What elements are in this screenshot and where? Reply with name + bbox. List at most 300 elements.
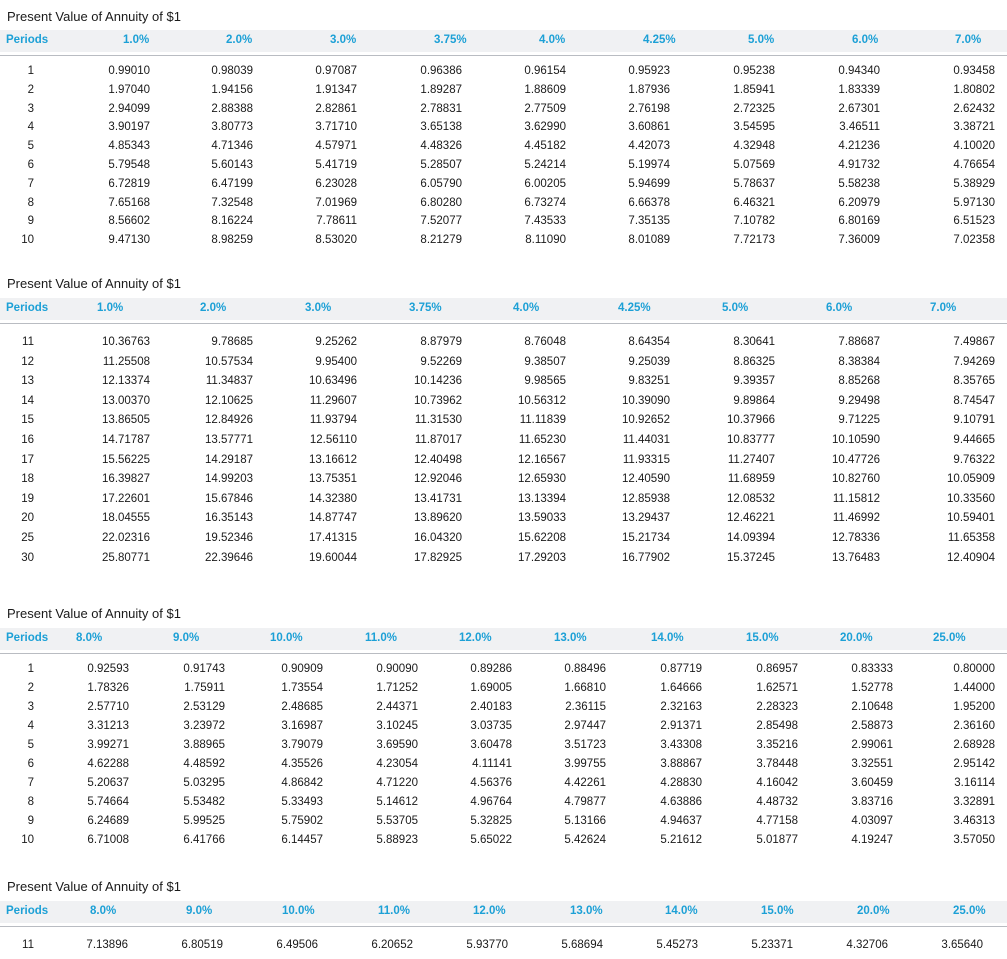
period-cell: 16: [21, 434, 34, 446]
section-title: Present Value of Annuity of $1: [7, 9, 181, 24]
table-row: [0, 451, 1007, 469]
value-cell: 2.99061: [851, 739, 893, 751]
value-cell: 8.85268: [838, 375, 880, 388]
rate-header: 15.0%: [761, 905, 794, 917]
table-row: [0, 717, 1007, 735]
value-cell: 2.58873: [851, 720, 893, 732]
value-cell: 17.41315: [309, 532, 357, 544]
value-cell: 1.78326: [87, 682, 129, 694]
value-cell: 17.82925: [414, 551, 462, 564]
period-cell: 3: [27, 102, 34, 115]
value-cell: 11.87017: [414, 434, 462, 446]
rate-header: 14.0%: [665, 905, 698, 917]
value-cell: 4.48732: [756, 796, 798, 808]
value-cell: 9.25262: [315, 336, 357, 348]
value-cell: 7.72173: [733, 234, 775, 247]
rate-header: 2.0%: [226, 34, 253, 46]
rate-header: 6.0%: [852, 34, 879, 46]
value-cell: 7.94269: [953, 355, 995, 368]
value-cell: 11.31530: [414, 414, 462, 427]
value-cell: 6.47199: [211, 177, 253, 190]
value-cell: 5.07569: [733, 159, 775, 171]
value-cell: 1.95200: [953, 701, 995, 713]
value-cell: 4.94637: [660, 815, 702, 827]
value-cell: 6.73274: [524, 196, 566, 209]
value-cell: 10.83777: [727, 434, 775, 446]
value-cell: 9.44665: [953, 434, 995, 446]
value-cell: 4.42073: [628, 140, 670, 153]
value-cell: 12.40590: [622, 473, 670, 486]
value-cell: 0.93458: [953, 65, 995, 77]
value-cell: 5.32825: [470, 815, 512, 827]
table-row: [0, 470, 1007, 488]
value-cell: 4.16042: [756, 777, 798, 789]
column-header-bar: [0, 628, 1007, 650]
value-cell: 6.24689: [87, 815, 129, 827]
value-cell: 5.28507: [420, 159, 462, 171]
value-cell: 2.97447: [564, 720, 606, 732]
value-cell: 4.28830: [660, 777, 702, 789]
value-cell: 3.69590: [376, 739, 418, 751]
value-cell: 8.86325: [733, 355, 775, 368]
value-cell: 9.83251: [628, 375, 670, 388]
value-cell: 3.32891: [953, 796, 995, 808]
value-cell: 6.80519: [181, 939, 223, 951]
value-cell: 5.24214: [524, 159, 566, 171]
period-cell: 10: [21, 234, 34, 247]
value-cell: 9.71225: [838, 414, 880, 427]
value-cell: 5.88923: [376, 834, 418, 846]
value-cell: 22.39646: [205, 551, 253, 564]
table-row: [0, 156, 1007, 174]
rate-header: 11.0%: [365, 632, 397, 644]
period-cell: 1: [27, 663, 34, 675]
rate-header: 20.0%: [857, 905, 890, 917]
rate-header: 12.0%: [459, 632, 492, 644]
period-cell: 10: [21, 834, 34, 846]
value-cell: 0.91743: [183, 663, 225, 675]
value-cell: 1.69005: [470, 682, 512, 694]
value-cell: 5.78637: [733, 177, 775, 190]
value-cell: 13.41731: [414, 492, 462, 505]
value-cell: 4.63886: [660, 796, 702, 808]
value-cell: 6.51523: [953, 215, 995, 228]
value-cell: 5.38929: [953, 177, 995, 190]
value-cell: 4.32706: [846, 939, 888, 951]
value-cell: 9.25039: [628, 355, 670, 368]
value-cell: 15.62208: [518, 532, 566, 544]
value-cell: 5.68694: [561, 939, 603, 951]
value-cell: 9.78685: [211, 336, 253, 348]
value-cell: 3.43308: [660, 739, 702, 751]
rate-header: 8.0%: [90, 905, 117, 917]
periods-header: Periods: [6, 302, 49, 314]
table-row: [0, 936, 1007, 954]
value-cell: 4.10020: [953, 140, 995, 153]
value-cell: 3.79079: [281, 739, 323, 751]
rate-header: 9.0%: [173, 632, 200, 644]
value-cell: 10.10590: [832, 434, 880, 446]
value-cell: 0.96154: [524, 65, 566, 77]
value-cell: 4.45182: [524, 140, 566, 153]
rate-header: 25.0%: [933, 632, 966, 644]
period-cell: 20: [21, 512, 34, 525]
value-cell: 2.28323: [756, 701, 798, 713]
periods-header: Periods: [6, 34, 49, 46]
value-cell: 7.43533: [524, 215, 566, 228]
value-cell: 2.78831: [420, 102, 462, 115]
value-cell: 13.89620: [414, 512, 462, 525]
value-cell: 10.73962: [414, 394, 462, 407]
value-cell: 16.04320: [414, 532, 462, 544]
rate-header: 2.0%: [200, 302, 227, 314]
value-cell: 13.00370: [102, 394, 150, 407]
value-cell: 0.80000: [953, 663, 995, 675]
table-row: [0, 660, 1007, 678]
value-cell: 3.46313: [953, 815, 995, 827]
value-cell: 3.65640: [941, 939, 983, 951]
value-cell: 13.13394: [518, 492, 566, 505]
value-cell: 8.56602: [108, 215, 150, 228]
value-cell: 11.11839: [519, 414, 566, 427]
period-cell: 11: [22, 336, 34, 348]
value-cell: 1.97040: [108, 83, 150, 96]
value-cell: 6.23028: [315, 177, 357, 190]
value-cell: 5.53705: [376, 815, 418, 827]
period-cell: 11: [22, 939, 34, 951]
period-cell: 2: [27, 83, 34, 96]
period-cell: 14: [21, 394, 34, 407]
value-cell: 5.79548: [108, 159, 150, 171]
value-cell: 8.53020: [315, 234, 357, 247]
value-cell: 16.35143: [205, 512, 253, 525]
value-cell: 5.53482: [183, 796, 225, 808]
value-cell: 9.10791: [953, 414, 995, 427]
value-cell: 3.88965: [183, 739, 225, 751]
value-cell: 2.67301: [838, 102, 880, 115]
value-cell: 0.99010: [108, 65, 150, 77]
rate-header: 25.0%: [953, 905, 986, 917]
value-cell: 4.48326: [420, 140, 462, 153]
table-row: [0, 698, 1007, 716]
column-header-bar: [0, 901, 1007, 923]
period-cell: 5: [27, 739, 34, 751]
value-cell: 3.23972: [183, 720, 225, 732]
value-cell: 1.91347: [315, 83, 357, 96]
value-cell: 5.41719: [315, 159, 357, 171]
value-cell: 6.80169: [838, 215, 880, 228]
value-cell: 7.10782: [733, 215, 775, 228]
period-cell: 13: [21, 375, 34, 388]
value-cell: 14.99203: [205, 473, 253, 486]
rate-header: 8.0%: [76, 632, 103, 644]
value-cell: 8.21279: [420, 234, 462, 247]
value-cell: 10.47726: [832, 453, 880, 466]
rate-header: 11.0%: [378, 905, 410, 917]
value-cell: 7.13896: [86, 939, 128, 951]
value-cell: 14.87747: [309, 512, 357, 525]
value-cell: 4.96764: [470, 796, 512, 808]
table-row: [0, 509, 1007, 527]
value-cell: 4.71346: [211, 140, 253, 153]
value-cell: 3.83716: [851, 796, 893, 808]
value-cell: 6.20652: [371, 939, 413, 951]
value-cell: 12.40498: [414, 453, 462, 466]
value-cell: 8.35765: [953, 375, 995, 388]
value-cell: 3.99755: [564, 758, 606, 770]
header-divider: [0, 926, 1007, 927]
value-cell: 12.65930: [518, 473, 566, 486]
value-cell: 9.89864: [733, 394, 775, 407]
table-row: [0, 549, 1007, 567]
value-cell: 2.94099: [108, 102, 150, 115]
value-cell: 8.11090: [525, 234, 566, 247]
value-cell: 5.97130: [953, 196, 995, 209]
value-cell: 6.41766: [183, 834, 225, 846]
value-cell: 3.90197: [108, 121, 150, 134]
rate-header: 5.0%: [722, 302, 749, 314]
value-cell: 0.95923: [628, 65, 670, 77]
value-cell: 2.36160: [953, 720, 995, 732]
value-cell: 8.74547: [953, 394, 995, 407]
value-cell: 0.95238: [733, 65, 775, 77]
value-cell: 0.86957: [756, 663, 798, 675]
period-cell: 6: [27, 159, 34, 171]
period-cell: 9: [27, 815, 34, 827]
value-cell: 4.48592: [183, 758, 225, 770]
value-cell: 9.95400: [315, 355, 357, 368]
period-cell: 12: [21, 355, 34, 368]
value-cell: 15.37245: [727, 551, 775, 564]
value-cell: 9.52269: [420, 355, 462, 368]
value-cell: 4.57971: [315, 140, 357, 153]
value-cell: 0.83333: [851, 663, 893, 675]
value-cell: 3.80773: [211, 121, 253, 134]
value-cell: 10.57534: [205, 355, 253, 368]
value-cell: 5.75902: [281, 815, 323, 827]
value-cell: 19.52346: [205, 532, 253, 544]
value-cell: 1.83339: [838, 83, 880, 96]
value-cell: 2.32163: [660, 701, 702, 713]
value-cell: 13.29437: [622, 512, 670, 525]
value-cell: 5.13166: [564, 815, 606, 827]
value-cell: 10.33560: [947, 492, 995, 505]
header-divider: [0, 653, 1007, 654]
rate-header: 4.0%: [539, 34, 566, 46]
value-cell: 3.65138: [420, 121, 462, 134]
value-cell: 0.94340: [838, 65, 880, 77]
rate-header: 9.0%: [186, 905, 213, 917]
period-cell: 25: [21, 532, 34, 544]
header-divider: [0, 323, 1007, 324]
value-cell: 4.23054: [376, 758, 418, 770]
value-cell: 0.90909: [281, 663, 323, 675]
value-cell: 5.58238: [838, 177, 880, 190]
rate-header: 13.0%: [554, 632, 587, 644]
value-cell: 14.29187: [205, 453, 253, 466]
value-cell: 10.14236: [414, 375, 462, 388]
value-cell: 1.52778: [851, 682, 893, 694]
value-cell: 2.40183: [470, 701, 512, 713]
rate-header: 1.0%: [97, 302, 124, 314]
value-cell: 11.68959: [727, 473, 775, 486]
value-cell: 2.95142: [953, 758, 995, 770]
value-cell: 15.21734: [622, 532, 670, 544]
value-cell: 2.10648: [851, 701, 893, 713]
table-row: [0, 529, 1007, 547]
value-cell: 3.60478: [470, 739, 512, 751]
value-cell: 4.76654: [953, 159, 995, 171]
value-cell: 12.92046: [414, 473, 462, 486]
table-row: [0, 392, 1007, 410]
value-cell: 4.11141: [472, 758, 512, 770]
value-cell: 11.15812: [832, 492, 880, 505]
period-cell: 6: [27, 758, 34, 770]
period-cell: 4: [27, 121, 34, 134]
value-cell: 11.46992: [832, 512, 880, 525]
value-cell: 12.84926: [205, 414, 253, 427]
value-cell: 10.63496: [309, 375, 357, 388]
value-cell: 19.60044: [309, 551, 357, 564]
period-cell: 5: [27, 140, 34, 153]
value-cell: 0.87719: [660, 663, 702, 675]
table-row: [0, 490, 1007, 508]
rate-header: 10.0%: [282, 905, 315, 917]
periods-header: Periods: [6, 905, 49, 917]
value-cell: 12.56110: [309, 434, 357, 446]
rate-header: 20.0%: [840, 632, 873, 644]
period-cell: 18: [21, 473, 34, 486]
value-cell: 13.57771: [205, 434, 253, 446]
value-cell: 8.98259: [211, 234, 253, 247]
value-cell: 8.64354: [628, 336, 670, 348]
table-row: [0, 736, 1007, 754]
value-cell: 7.65168: [108, 196, 150, 209]
value-cell: 13.86505: [102, 414, 150, 427]
value-cell: 2.72325: [733, 102, 775, 115]
value-cell: 3.60861: [628, 121, 670, 134]
value-cell: 8.76048: [524, 336, 566, 348]
value-cell: 12.13374: [102, 375, 150, 388]
value-cell: 6.05790: [420, 177, 462, 190]
value-cell: 6.14457: [281, 834, 323, 846]
value-cell: 6.46321: [733, 196, 775, 209]
table-row: [0, 353, 1007, 371]
value-cell: 8.30641: [733, 336, 775, 348]
rate-header: 7.0%: [930, 302, 957, 314]
periods-header: Periods: [6, 632, 49, 644]
value-cell: 10.05909: [947, 473, 995, 486]
table-row: [0, 100, 1007, 118]
header-divider: [0, 55, 1007, 56]
value-cell: 14.09394: [727, 532, 775, 544]
table-row: [0, 372, 1007, 390]
rate-header: 10.0%: [270, 632, 303, 644]
value-cell: 13.75351: [309, 473, 357, 486]
value-cell: 0.90090: [376, 663, 418, 675]
value-cell: 14.71787: [102, 434, 150, 446]
value-cell: 0.92593: [87, 663, 129, 675]
table-row: [0, 231, 1007, 249]
value-cell: 5.23371: [751, 939, 793, 951]
value-cell: 0.97087: [315, 65, 357, 77]
value-cell: 13.76483: [832, 551, 880, 564]
value-cell: 7.36009: [838, 234, 880, 247]
value-cell: 4.71220: [376, 777, 418, 789]
period-cell: 17: [21, 453, 34, 466]
value-cell: 3.03735: [470, 720, 512, 732]
value-cell: 10.92652: [622, 414, 670, 427]
value-cell: 1.88609: [524, 83, 566, 96]
value-cell: 11.27407: [727, 453, 775, 466]
value-cell: 14.32380: [309, 492, 357, 505]
period-cell: 2: [27, 682, 34, 694]
value-cell: 4.35526: [281, 758, 323, 770]
table-row: [0, 831, 1007, 849]
value-cell: 12.78336: [832, 532, 880, 544]
value-cell: 9.47130: [108, 234, 150, 247]
value-cell: 4.42261: [564, 777, 606, 789]
value-cell: 12.16567: [518, 453, 566, 466]
value-cell: 4.19247: [851, 834, 893, 846]
value-cell: 5.01877: [756, 834, 798, 846]
table-row: [0, 137, 1007, 155]
value-cell: 3.31213: [87, 720, 129, 732]
value-cell: 1.62571: [756, 682, 798, 694]
value-cell: 10.56312: [518, 394, 566, 407]
value-cell: 2.85498: [756, 720, 798, 732]
value-cell: 2.62432: [953, 102, 995, 115]
value-cell: 6.80280: [420, 196, 462, 209]
table-row: [0, 411, 1007, 429]
value-cell: 2.76198: [628, 102, 670, 115]
rate-header: 4.25%: [618, 302, 651, 314]
value-cell: 12.10625: [205, 394, 253, 407]
rate-header: 6.0%: [826, 302, 853, 314]
value-cell: 3.46511: [839, 121, 880, 134]
value-cell: 4.85343: [108, 140, 150, 153]
value-cell: 5.21612: [660, 834, 702, 846]
value-cell: 11.29607: [309, 394, 357, 407]
rate-header: 5.0%: [748, 34, 775, 46]
value-cell: 3.16987: [281, 720, 323, 732]
value-cell: 10.37966: [727, 414, 775, 427]
value-cell: 7.49867: [953, 336, 995, 348]
value-cell: 9.38507: [524, 355, 566, 368]
value-cell: 1.71252: [376, 682, 418, 694]
value-cell: 4.91732: [838, 159, 880, 171]
rate-header: 12.0%: [473, 905, 506, 917]
value-cell: 2.88388: [211, 102, 253, 115]
value-cell: 7.35135: [628, 215, 670, 228]
table-row: [0, 194, 1007, 212]
value-cell: 3.51723: [564, 739, 606, 751]
table-row: [0, 333, 1007, 351]
value-cell: 4.79877: [564, 796, 606, 808]
value-cell: 6.72819: [108, 177, 150, 190]
value-cell: 1.44000: [953, 682, 995, 694]
value-cell: 15.56225: [102, 453, 150, 466]
value-cell: 4.32948: [733, 140, 775, 153]
period-cell: 8: [27, 196, 34, 209]
value-cell: 10.59401: [947, 512, 995, 525]
table-row: [0, 175, 1007, 193]
value-cell: 7.88687: [838, 336, 880, 348]
section-title: Present Value of Annuity of $1: [7, 276, 181, 291]
value-cell: 11.65358: [947, 532, 995, 544]
value-cell: 10.82760: [832, 473, 880, 486]
value-cell: 3.60459: [851, 777, 893, 789]
